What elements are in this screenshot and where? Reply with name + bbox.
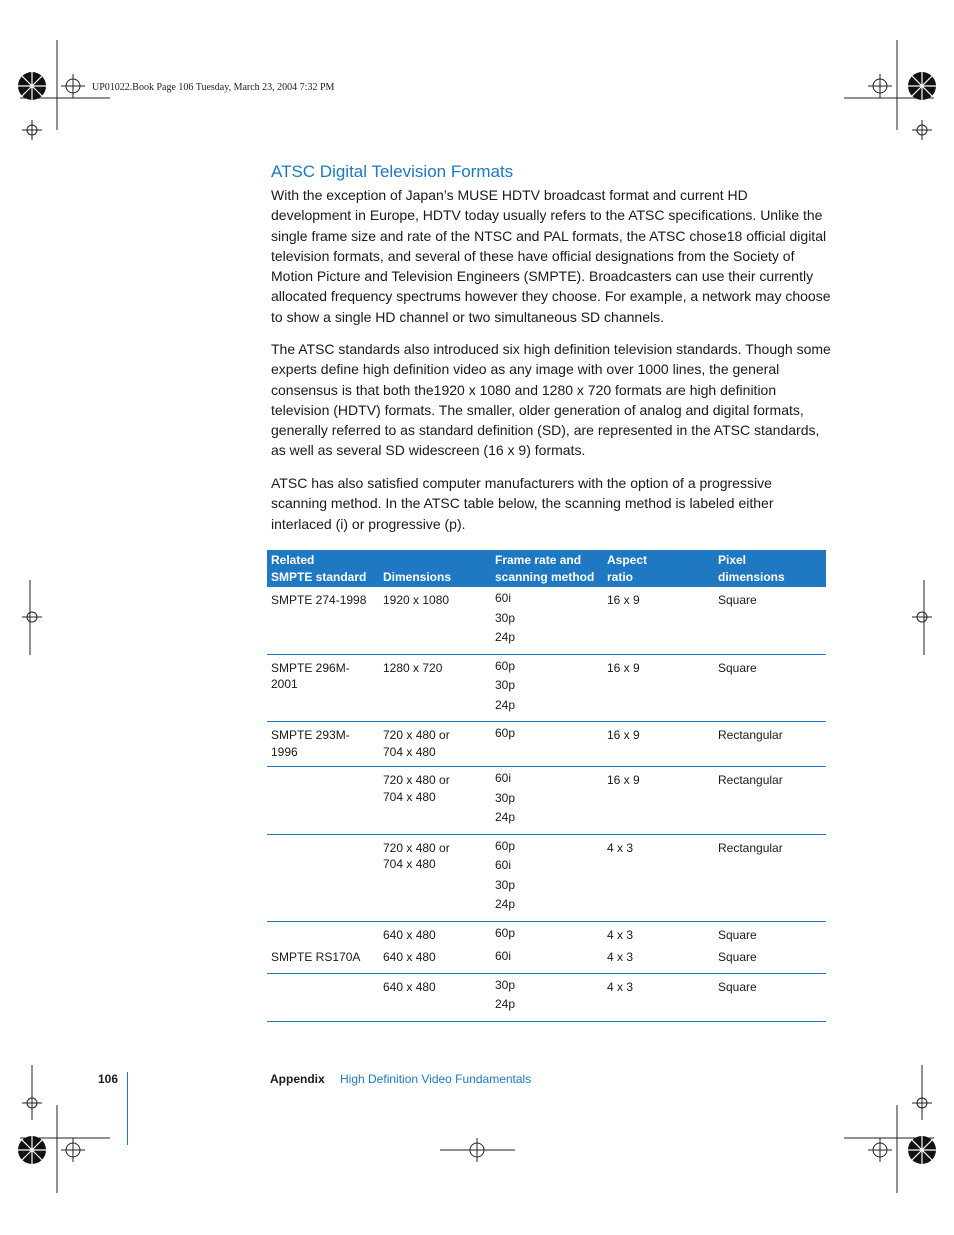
cell-dimensions: 1280 x 720 bbox=[379, 654, 491, 722]
paragraph-hd-standards: The ATSC standards also introduced six high definition television standards. Though some experts define high definition video as any image with over 1000 lines, the general consensus is that both the1920 x 1080 and 1280 x 720 formats are high definition television (HDTV) formats. The smaller, older generation of analog and digital formats, generally referred to as standard definition (SD), are represented in the ATSC standards, as well as several SD widescreen (16 x 9) formats. bbox=[271, 341, 831, 459]
cell-pixel-dimensions: Rectangular bbox=[714, 834, 826, 921]
atsc-formats-table bbox=[267, 550, 826, 1022]
cell-frame-rate: 60i bbox=[491, 945, 603, 973]
cell-dimensions: 720 x 480 or 704 x 480 bbox=[379, 722, 491, 767]
footer-section-label: Appendix bbox=[270, 1072, 325, 1086]
cell-smpte-standard bbox=[267, 973, 379, 1021]
table-row bbox=[267, 834, 826, 921]
table-row bbox=[267, 722, 826, 767]
cell-smpte-standard: SMPTE 274-1998 bbox=[267, 587, 379, 654]
paragraph-intro: With the exception of Japan’s MUSE HDTV broadcast format and current HD development in Europe, HDTV today usually refers to the ATSC specifications. Unlike the single frame size and rate of the NTSC and PAL formats, the ATSC chose18 official digital television formats, and several of these have official designations from the Society of Motion Picture and Television Engineers (SMPTE). Broadcasters can use their currently allocated frequency spectrums however they choose. For example, a network may choose to show a single HD channel or two simultaneous SD channels. bbox=[271, 187, 831, 325]
cell-smpte-standard bbox=[267, 767, 379, 835]
table-row bbox=[267, 587, 826, 654]
table-row bbox=[267, 973, 826, 1021]
header-dimensions: Dimensions bbox=[379, 550, 491, 587]
header-smpte-standard: Related SMPTE standard bbox=[267, 550, 379, 587]
cell-pixel-dimensions: Rectangular bbox=[714, 767, 826, 835]
cell-aspect-ratio: 4 x 3 bbox=[603, 945, 714, 973]
cell-frame-rate: 60p bbox=[491, 722, 603, 767]
cell-frame-rate: 60p 60i 30p 24p bbox=[491, 834, 603, 921]
header-frame-rate: Frame rate and scanning method bbox=[491, 550, 603, 587]
cell-smpte-standard: SMPTE RS170A bbox=[267, 945, 379, 973]
table-row bbox=[267, 767, 826, 835]
cell-aspect-ratio: 16 x 9 bbox=[603, 722, 714, 767]
paragraph-scanning: ATSC has also satisfied computer manufacturers with the option of a progressive scanning method. In the ATSC table below, the scanning method is labeled either interlaced (i) or progressive (p). bbox=[271, 475, 774, 532]
table-row bbox=[267, 921, 826, 945]
cell-dimensions: 640 x 480 bbox=[383, 927, 436, 942]
footer-rule bbox=[127, 1072, 128, 1145]
header-aspect-ratio: Aspect ratio bbox=[603, 550, 714, 587]
cell-aspect-ratio: 4 x 3 bbox=[603, 973, 714, 1021]
cell-frame-rate: 60p bbox=[495, 925, 516, 940]
header-pixel-dimensions: Pixel dimensions bbox=[714, 550, 826, 587]
cell-frame-rate: 60p 30p 24p bbox=[491, 654, 603, 722]
cell-aspect-ratio: 16 x 9 bbox=[603, 587, 714, 654]
cell-pixel-dimensions: Square bbox=[714, 945, 826, 973]
cell-smpte-standard: SMPTE 293M-1996 bbox=[267, 722, 379, 767]
table-header-row bbox=[267, 550, 826, 587]
cell-frame-rate: 30p 24p bbox=[491, 973, 603, 1021]
cell-smpte-standard bbox=[267, 921, 379, 945]
cell-aspect-ratio: 16 x 9 bbox=[603, 767, 714, 835]
cell-dimensions: 720 x 480 or 704 x 480 bbox=[379, 767, 491, 835]
print-slug: UP01022.Book Page 106 Tuesday, March 23, 2004 7:32 PM bbox=[92, 82, 335, 93]
cell-smpte-standard: SMPTE 296M-2001 bbox=[267, 654, 379, 722]
cell-aspect-ratio: 16 x 9 bbox=[603, 654, 714, 722]
section-heading: ATSC Digital Television Formats bbox=[271, 162, 514, 181]
cell-pixel-dimensions: Square bbox=[718, 927, 757, 942]
cell-dimensions: 640 x 480 bbox=[379, 973, 491, 1021]
cell-pixel-dimensions: Square bbox=[714, 973, 826, 1021]
cell-aspect-ratio: 4 x 3 bbox=[603, 834, 714, 921]
cell-pixel-dimensions: Square bbox=[714, 587, 826, 654]
cell-aspect-ratio: 4 x 3 bbox=[607, 927, 634, 942]
cell-pixel-dimensions: Rectangular bbox=[714, 722, 826, 767]
cell-frame-rate: 60i 30p 24p bbox=[491, 767, 603, 835]
table-row bbox=[267, 945, 826, 973]
cell-frame-rate: 60i 30p 24p bbox=[491, 587, 603, 654]
cell-dimensions: 720 x 480 or 704 x 480 bbox=[379, 834, 491, 921]
page-number: 106 bbox=[98, 1072, 119, 1086]
cell-smpte-standard bbox=[267, 834, 379, 921]
cell-pixel-dimensions: Square bbox=[714, 654, 826, 722]
cell-dimensions: 640 x 480 bbox=[379, 945, 491, 973]
cell-dimensions: 1920 x 1080 bbox=[379, 587, 491, 654]
footer-chapter-title: High Definition Video Fundamentals bbox=[340, 1072, 532, 1086]
table-row bbox=[267, 654, 826, 722]
